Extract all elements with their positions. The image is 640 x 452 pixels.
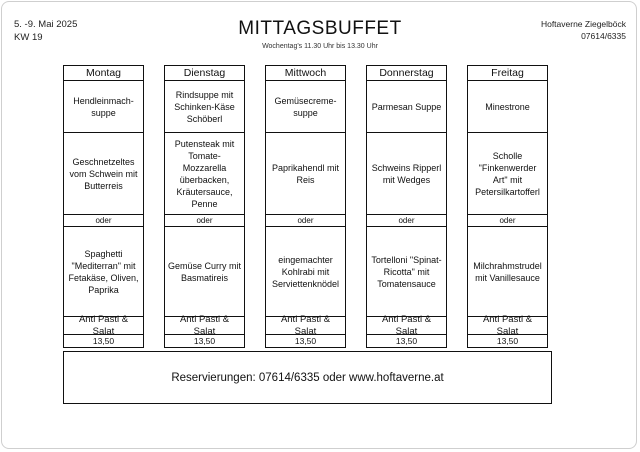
or-label: oder <box>367 214 446 226</box>
reservation-text: Reservierungen: 07614/6335 oder www.hoftaverne.at <box>171 371 444 384</box>
main-dish-1: Geschnetzeltes vom Schwein mit Butterreis <box>64 132 143 214</box>
day-name: Dienstag <box>183 67 226 79</box>
calendar-week: KW 19 <box>14 32 43 43</box>
soup-cell: Gemüsecreme-suppe <box>266 80 345 132</box>
price-cell: 13,50 <box>367 334 446 347</box>
main-dish-1: Scholle "Finkenwerder Art" mit Petersilkartofferl <box>468 132 547 214</box>
main-dish-2: Gemüse Curry mit Basmatireis <box>165 226 244 316</box>
antipasti-cell: Anti Pasti & Salat <box>165 316 244 334</box>
main-dish-1: Putensteak mit Tomate-Mozzarella überbacken, Kräutersauce, Penne <box>165 132 244 214</box>
day-name: Montag <box>85 67 122 79</box>
soup-cell: Minestrone <box>468 80 547 132</box>
soup-cell: Rindsuppe mit Schinken-Käse Schöberl <box>165 80 244 132</box>
main-dish-1: Schweins Ripperl mit Wedges <box>367 132 446 214</box>
page-title: MITTAGSBUFFET <box>238 18 402 39</box>
price-cell: 13,50 <box>64 334 143 347</box>
restaurant-name: Hoftaverne Ziegelböck <box>540 19 626 29</box>
or-label: oder <box>468 214 547 226</box>
or-label: oder <box>64 214 143 226</box>
price-cell: 13,50 <box>468 334 547 347</box>
price-cell: 13,50 <box>266 334 345 347</box>
day-column-friday <box>467 65 548 348</box>
antipasti-cell: Anti Pasti & Salat <box>367 316 446 334</box>
opening-hours: Wochentag's 11.30 Uhr bis 13.30 Uhr <box>262 43 378 50</box>
antipasti-cell: Anti Pasti & Salat <box>64 316 143 334</box>
main-dish-2: eingemachter Kohlrabi mit Serviettenknödel <box>266 226 345 316</box>
main-dish-2: Spaghetti "Mediterran" mit Fetakäse, Oliven, Paprika <box>64 226 143 316</box>
soup-cell: Parmesan Suppe <box>367 80 446 132</box>
day-column-wednesday <box>265 65 346 348</box>
day-column-thursday <box>366 65 447 348</box>
reservation-box <box>63 351 552 404</box>
day-name: Freitag <box>491 67 524 79</box>
day-name: Donnerstag <box>379 67 434 79</box>
or-label: oder <box>266 214 345 226</box>
antipasti-cell: Anti Pasti & Salat <box>468 316 547 334</box>
price-cell: 13,50 <box>165 334 244 347</box>
day-column-monday <box>63 65 144 348</box>
header-right <box>541 18 626 42</box>
day-name: Mittwoch <box>284 67 327 79</box>
day-column-tuesday <box>164 65 245 348</box>
main-dish-1: Paprikahendl mit Reis <box>266 132 345 214</box>
main-dish-2: Milchrahmstrudel mit Vanillesauce <box>468 226 547 316</box>
main-dish-2: Tortelloni "Spinat-Ricotta" mit Tomatensauce <box>367 226 446 316</box>
antipasti-cell: Anti Pasti & Salat <box>266 316 345 334</box>
restaurant-phone: 07614/6335 <box>581 31 626 41</box>
or-label: oder <box>165 214 244 226</box>
date-range: 5. -9. Mai 2025 <box>14 19 78 30</box>
soup-cell: Hendleinmach-suppe <box>64 80 143 132</box>
